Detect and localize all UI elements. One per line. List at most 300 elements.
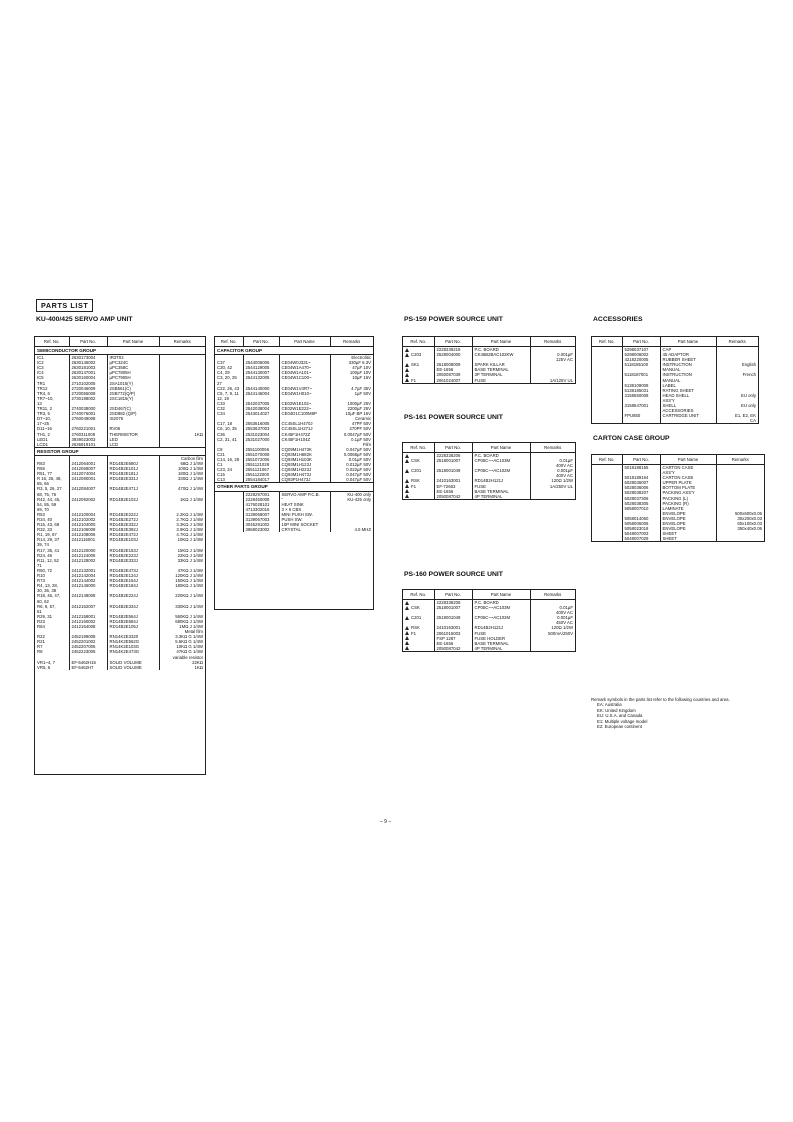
cell-text: 3158547001 — [624, 403, 649, 409]
warning-triangle-icon — [405, 641, 409, 645]
cell-text: SOLID VOLUME — [109, 664, 142, 670]
part-name — [660, 536, 716, 541]
group-title: RESISTOR GROUP — [35, 447, 205, 455]
cell-text: RD14B2E333J — [109, 557, 138, 563]
cell-text: CSK — [411, 458, 420, 464]
ref-no — [35, 665, 69, 670]
cell-text: BASE TERMINAL — [474, 367, 509, 373]
cell-text: 3139067003 — [245, 517, 270, 522]
cell-text: RD14B2E224J — [109, 593, 138, 599]
cell-text: 400V AC — [556, 463, 573, 469]
table-row — [592, 418, 758, 423]
cell-text: RD14B2H121J — [474, 478, 504, 484]
cell-text: 2760311008 — [71, 431, 96, 437]
col-part: Part No. — [243, 337, 279, 347]
cell-text: 2730198002 — [71, 395, 96, 401]
cell-text: ENVELOPE — [662, 526, 686, 532]
cell-text: RN14K2E103G — [109, 644, 140, 650]
cell-text: FUSE HOLDER — [474, 635, 506, 641]
cell-text: 180Ω J 1/4W — [178, 471, 203, 477]
warning-triangle-icon — [405, 459, 409, 463]
ref-no — [592, 536, 622, 541]
cell-text: 2710102005 — [71, 380, 96, 386]
part-no — [434, 494, 472, 499]
cell-text: 560KΩ J 1/4W — [175, 613, 203, 619]
cell-text: 3158550008 — [624, 392, 649, 398]
cell-text: R18, 46, 47, — [37, 593, 61, 599]
cell-text: 0.01µF 50V — [348, 456, 371, 462]
cell-text: 2630160004 — [71, 375, 96, 381]
group-heading — [35, 347, 205, 355]
cell-text: CQ93M1H123J — [281, 462, 312, 468]
cell-text: P.C. BOARD — [474, 453, 499, 458]
cell-text: 15KΩ J 1/4W — [177, 547, 203, 553]
ref-no — [592, 418, 622, 423]
cell-text: 69, 70 — [37, 506, 49, 512]
cell-text: R65 — [37, 466, 45, 472]
cell-text: IC2 — [37, 360, 44, 366]
cell-text: C3, 20, 25 — [217, 375, 237, 381]
cell-text: 2SB772(Q/P) — [109, 390, 136, 396]
cell-text: 2544140000 — [245, 385, 270, 391]
col-name: Part Name — [660, 455, 716, 465]
warning-triangle-icon — [405, 646, 409, 650]
cell-text: TR4, 6 — [37, 390, 50, 396]
part-no — [69, 665, 107, 670]
cell-text: IC1 — [37, 355, 44, 361]
table-row — [403, 646, 575, 651]
cell-text: 2544146004 — [245, 390, 270, 396]
cell-text: 2543014027 — [245, 411, 270, 417]
cell-text: RD14B2E223J — [109, 552, 138, 558]
cell-text: 2SB561(C) — [109, 385, 131, 391]
cell-text: 2228297001 — [245, 491, 270, 497]
col-name: Part Name — [660, 337, 716, 347]
table-row — [403, 494, 575, 499]
cell-text: C2, 31, 41 — [217, 436, 237, 442]
cell-text: 65, 66 — [37, 481, 49, 487]
cell-text: IC3 — [37, 365, 44, 371]
cell-text: 22KΩ J 1/4W — [177, 552, 203, 558]
cell-text: CP05C~~AC102M — [474, 468, 511, 474]
cell-text: ASS'Y — [662, 470, 675, 476]
cell-text: R23 — [37, 618, 45, 624]
cell-text: RSK — [411, 478, 420, 484]
cell-text: 54, 55, 59 — [37, 501, 57, 507]
cell-text: 120KΩ J 1/4W — [175, 573, 203, 579]
group-title: SEMICONDUCTOR GROUP — [35, 347, 205, 355]
remark-line: EU: U.S.A. and Canada — [597, 713, 643, 719]
cell-text: 5018189164 — [624, 475, 649, 481]
cell-text: 2720046009 — [71, 385, 96, 391]
cell-text: 47µF 10V — [352, 365, 371, 371]
cell-text: SHEET — [662, 531, 677, 537]
cell-text: C4, 29 — [217, 370, 230, 376]
col-name: Part Name — [279, 337, 330, 347]
cell-text: C23, 24 — [217, 467, 233, 473]
group-heading — [215, 483, 373, 491]
cell-text: C203 — [411, 352, 422, 358]
cell-text: MANUAL — [662, 377, 681, 383]
cell-text: F1 — [411, 483, 417, 489]
cell-text: 500mA/250V — [548, 630, 573, 636]
cell-text: 5028038207 — [624, 490, 649, 496]
cell-text: TR3, 5 — [37, 411, 50, 417]
cell-text: C1 — [217, 462, 223, 468]
warning-triangle-icon — [405, 469, 409, 473]
cell-text: CE04W0J331~ — [281, 360, 311, 366]
cell-text: CARTON CASE — [662, 475, 694, 481]
cell-text: 3P TERMINAL — [474, 372, 503, 378]
col-ref: Ref. No. — [403, 337, 434, 347]
cell-text: SHELL — [662, 403, 677, 409]
cell-text: 5058007010 — [624, 505, 649, 511]
cell-text: R10 — [37, 573, 45, 579]
cell-text: 2228338206 — [436, 600, 461, 605]
col-remarks: Remarks — [530, 443, 575, 453]
cell-text: 3139068007 — [245, 511, 270, 517]
cell-text: 2412160002 — [71, 618, 96, 624]
remarks — [716, 536, 764, 541]
cell-text: 2544006006 — [245, 360, 270, 366]
cell-text: 2553637003 — [245, 426, 270, 432]
cell-text: 2061015003 — [436, 630, 461, 636]
cell-text: 4P TERMINAL — [474, 493, 503, 499]
cell-text: R4, 13, 28, — [37, 583, 59, 589]
cell-text: F1 — [411, 377, 417, 383]
cell-text: R8 — [37, 649, 43, 655]
cell-text: ASS'Y — [662, 397, 675, 403]
cell-text: English — [741, 362, 756, 368]
cell-text: C6, 10, 35 — [217, 426, 237, 432]
cell-text: 45 ADAPTOR — [662, 352, 689, 358]
cell-text: 0.001µF — [557, 615, 573, 621]
cell-text: 1KΩ — [194, 431, 203, 437]
cell-text: R14, 29, 37 — [37, 537, 60, 543]
cell-text: BASE TERMINAL — [474, 488, 509, 494]
cell-text: 5058006006 — [624, 521, 649, 527]
cell-text: 450V AC — [556, 620, 573, 626]
ps159-table — [402, 336, 576, 384]
col-name: Part Name — [472, 337, 530, 347]
cell-text: TR11, 2 — [37, 406, 52, 412]
cell-text: 3968023002 — [245, 527, 270, 533]
accessories-table — [591, 336, 759, 424]
cell-text: RD14B2E331J — [109, 476, 138, 482]
cell-text: 10KΩ J 1/4W — [177, 537, 203, 543]
cell-text: 2412100004 — [71, 511, 96, 517]
cell-text: CK45F1H472Z — [281, 431, 311, 437]
cell-text: RD14B2E684J — [109, 618, 138, 624]
cell-text: SPARK KILLAR — [474, 362, 505, 368]
warning-triangle-icon — [405, 616, 409, 620]
cell-text: RSK — [411, 625, 420, 631]
cell-text: 60x100x0.03 — [737, 521, 762, 527]
cell-text: 5138109008 — [624, 382, 649, 388]
remark-line: E2: European continent — [597, 724, 642, 730]
ps160-table — [402, 589, 576, 652]
cell-text: variable resistor — [172, 654, 203, 660]
cell-text: CE04W1H010~ — [281, 390, 312, 396]
cell-text: 4176028101 — [245, 501, 270, 507]
cell-text: 2760221001 — [71, 426, 96, 432]
ku-heading: KU-400/425 SERVO AMP UNIT — [36, 316, 133, 323]
cell-text: 100µF 10V — [349, 370, 371, 376]
cell-text: R1, 19, 67 — [37, 532, 57, 538]
part-name — [472, 378, 530, 383]
remarks — [530, 378, 575, 383]
cell-text: 1MΩ J 1/4W — [179, 623, 203, 629]
cell-text: C22, 26, 43 — [217, 385, 240, 391]
cell-text: RD14B2E564J — [109, 613, 138, 619]
cell-text: 2544132005 — [245, 375, 270, 381]
cell-text: INSTRUCTION — [662, 362, 692, 368]
cell-text: CQ93M1H682K — [281, 451, 312, 457]
cell-text: CK45F1H104Z — [281, 436, 311, 442]
col-remarks: Remarks — [716, 337, 758, 347]
cell-text: 2636919101 — [71, 441, 96, 447]
cell-text: 2200µF 25V — [347, 406, 371, 412]
cell-text: R29, 31 — [37, 613, 53, 619]
cell-text: 22KΩ — [192, 659, 203, 665]
cell-text: CP05C~~AC102M — [474, 615, 511, 621]
cell-text: E1, E2, EK — [734, 413, 756, 419]
cell-text: C13 — [217, 477, 225, 483]
cell-text: TR1 — [37, 380, 46, 386]
cell-text: 3 × 6 CBS — [281, 506, 302, 512]
cell-text: C36 — [217, 431, 225, 437]
cell-text: 2531027000 — [245, 436, 270, 442]
col-part: Part No. — [69, 337, 107, 347]
warning-triangle-icon — [405, 626, 409, 630]
cell-text: RATING SHEET — [662, 387, 694, 393]
cell-text: 2412084007 — [71, 486, 96, 492]
cell-text: LABEL — [662, 382, 676, 388]
col-remarks: Remarks — [330, 337, 373, 347]
cell-text: FSP 1287 — [436, 635, 456, 641]
cell-text: R24, 46 — [37, 552, 53, 558]
cell-text: " — [281, 496, 284, 502]
cell-text: D7~10, — [37, 416, 51, 422]
cell-text: C201 — [411, 615, 422, 621]
cell-text: 270PF 50V — [349, 426, 371, 432]
cell-text: THERMISTOR — [109, 431, 138, 437]
cell-text: R3, 5, 26, 27 — [37, 486, 62, 492]
remarks — [159, 665, 205, 670]
cell-text: CC45SL1H470J — [281, 421, 313, 427]
col-remarks: Remarks — [530, 337, 575, 347]
cell-text: 2412148008 — [71, 593, 96, 599]
cell-text: 33KΩ J 1/4W — [177, 557, 203, 563]
ps161-table — [402, 442, 576, 500]
cell-text: 2412106008 — [71, 527, 96, 533]
cell-text: TR7~10, — [37, 395, 54, 401]
col-ref: Ref. No. — [215, 337, 243, 347]
cell-text: C32 — [217, 406, 225, 412]
cell-text: C30, 42 — [217, 365, 233, 371]
ps160-heading: PS-160 POWER SOURCE UNIT — [404, 571, 503, 578]
cell-text: 1KΩ — [194, 664, 203, 670]
cell-text: RN14K2E473G — [109, 649, 140, 655]
remark-line: EA: Australia — [597, 702, 622, 708]
cell-text: R11, 12, 52 — [37, 557, 59, 563]
cell-text: 2554184017 — [245, 477, 270, 483]
cell-text: SOLID VOLUME — [109, 659, 142, 665]
cell-text: D11~16 — [37, 426, 52, 432]
cell-text: 0.012µF 50V — [346, 462, 371, 468]
cell-text: HEAT SINK — [281, 501, 304, 507]
cell-text: R51, 77 — [37, 471, 53, 477]
cell-text: 12, 19 — [217, 395, 229, 401]
cell-text: 100Ω J 1/4W — [178, 466, 203, 472]
cell-text: RD14B2E332J — [109, 522, 138, 528]
cell-text: 0.022µF 50V — [346, 467, 371, 473]
cell-text: 10µF 16V — [352, 375, 371, 381]
cell-text: EU only — [740, 392, 756, 398]
cell-text: 2050087039 — [436, 372, 461, 378]
cell-text: C15 — [217, 472, 225, 478]
cell-text: 220KΩ J 1/4W — [175, 593, 203, 599]
cell-text: 3.3KΩ J 1/4W — [176, 522, 203, 528]
cell-text: RD14B2E680J — [109, 460, 138, 466]
cell-text: C21 — [217, 451, 225, 457]
remarks — [716, 418, 758, 423]
cell-text: CAP — [662, 347, 672, 352]
cell-text: R32, 33 — [37, 527, 53, 533]
cell-text: 5028036006 — [624, 485, 649, 491]
warning-triangle-icon — [405, 479, 409, 483]
cell-text: 2SA1015(Y) — [109, 380, 133, 386]
cell-text: 2412074004 — [71, 471, 96, 477]
cell-text: Film — [362, 441, 371, 447]
part-name — [472, 646, 530, 651]
cell-text: 2412064001 — [71, 460, 96, 466]
cell-text: 5138185031 — [624, 387, 649, 393]
cell-text: R42, 44, 45, — [37, 496, 61, 502]
cell-text: BASE TERMINAL — [474, 640, 509, 646]
cell-text: 2544130007 — [245, 370, 270, 376]
cell-text: 30, 36, 38 — [37, 588, 57, 594]
part-name — [472, 494, 530, 499]
cell-text: 5298006002 — [624, 352, 649, 358]
warning-triangle-icon — [405, 601, 409, 605]
cell-text: R7 — [37, 644, 43, 650]
cell-text: 2518001007 — [436, 605, 461, 611]
cell-text: 27 — [217, 380, 222, 386]
cell-text: CC45SL1H271J — [281, 426, 313, 432]
cell-text: MANUAL — [662, 367, 681, 373]
cell-text: 2061024007 — [436, 377, 461, 383]
cell-text: 0.001µF — [557, 352, 573, 358]
cell-text: CE04W1A470~ — [281, 365, 312, 371]
cell-text: RV06 — [109, 426, 121, 432]
table-row — [35, 486, 205, 491]
cell-text: R53 — [37, 511, 45, 517]
cell-text: EE-1656 — [436, 367, 454, 373]
cell-text: 2412146000 — [71, 583, 96, 589]
cell-text: 13 — [37, 400, 42, 406]
cell-text: 5028037306 — [624, 495, 649, 501]
cell-text: 2412068007 — [71, 466, 96, 472]
cell-text: 2630181003 — [71, 365, 96, 371]
cell-text: CA — [750, 418, 756, 424]
cell-text: 2720055009 — [71, 390, 96, 396]
cell-text: FUSE — [474, 377, 486, 383]
cell-text: CQ09M1H473K — [281, 446, 312, 452]
cell-text: 2412092002 — [71, 496, 96, 502]
ref-no — [403, 378, 434, 383]
cell-text: SHEET — [662, 536, 677, 542]
cell-text: LCD — [109, 441, 119, 447]
cell-text: C201 — [411, 468, 422, 474]
cell-text: µPC324C — [109, 360, 129, 366]
cell-text: 0.01µF — [559, 605, 573, 611]
col-ref: Ref. No. — [592, 337, 622, 347]
cell-text: VR5, 6 — [37, 664, 51, 670]
col-remarks: Remarks — [530, 590, 575, 600]
cell-text: 2412104000 — [71, 522, 96, 528]
cell-text: PACKING (R) — [662, 500, 689, 506]
cell-text: 2542037005 — [245, 400, 270, 406]
cell-text: 3.3KΩ G 1/4W — [175, 634, 203, 640]
cell-text: CE04W1V4R7~ — [281, 385, 312, 391]
cell-text: 2518001049 — [436, 468, 461, 474]
cell-text: 60, 62 — [37, 598, 49, 604]
cell-text: LED1 — [37, 436, 48, 442]
cell-text: Carbon film — [181, 455, 203, 461]
cell-text: CQ93M1H103K — [281, 456, 312, 462]
cell-text: 2412142004 — [71, 573, 96, 579]
remarks — [530, 494, 575, 499]
cell-text: 47PF 50V — [351, 421, 371, 427]
ref-no — [403, 646, 434, 651]
col-ref: Ref. No. — [35, 337, 69, 347]
cell-text: 2551072006 — [245, 456, 270, 462]
cell-text: 68Ω J 1/4W — [180, 460, 203, 466]
cell-text: 2412128002 — [71, 557, 96, 563]
cell-text: UPPER PLATE — [662, 480, 692, 486]
cell-text: 2518001049 — [436, 615, 461, 621]
warning-triangle-icon — [405, 631, 409, 635]
cell-text: 10KΩ G 1/4W — [176, 644, 203, 650]
cell-text: 47KΩ G 1/4W — [176, 649, 203, 655]
cell-text: RUBBER SHEET — [662, 357, 696, 363]
cell-text: ENVELOPE — [662, 510, 686, 516]
ku-table-right — [214, 336, 374, 610]
part-no — [622, 536, 660, 541]
cell-text: IC5 — [37, 375, 44, 381]
cell-text: R6, 9, 57, — [37, 603, 56, 609]
cell-text: 2SC1815(Y) — [109, 395, 134, 401]
cell-text: 400V AC — [556, 473, 573, 479]
cell-text: 5058014050 — [624, 515, 649, 521]
cell-text: SERVO AMP P.C.B. — [281, 491, 320, 497]
cell-text: CE04W1A101~ — [281, 370, 312, 376]
cell-text: 2412124006 — [71, 552, 96, 558]
cell-text: F1 — [411, 630, 417, 636]
cell-text: 2228339219 — [436, 347, 461, 352]
cell-text: CQ93M1H223J — [281, 467, 312, 473]
cell-text: 10µF BP 16V — [345, 411, 371, 417]
cell-text: C37 — [217, 360, 225, 366]
cell-text: RD14B2E334J — [109, 603, 138, 609]
cell-text: RD14B2E102J — [109, 496, 138, 502]
cell-text: 120Ω 1/2W — [551, 625, 573, 631]
ps159-heading: PS-159 POWER SOURCE UNIT — [404, 316, 503, 323]
cell-text: R63 — [37, 460, 45, 466]
cell-text: RD14B2E154J — [109, 578, 138, 584]
group-heading — [215, 347, 373, 355]
